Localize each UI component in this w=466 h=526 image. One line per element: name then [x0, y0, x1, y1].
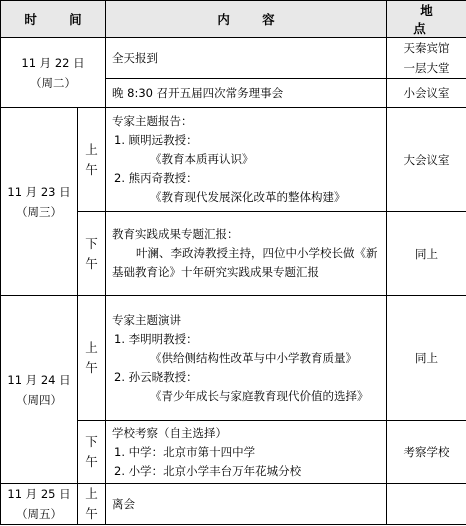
location-cell: 同上 [387, 212, 466, 296]
content-cell: 晚 8:30 召开五届四次常务理事会 [106, 79, 387, 108]
session-am: 上午 [78, 108, 106, 212]
table-row [1, 296, 466, 421]
table-row [1, 38, 466, 79]
location-cell: 天秦宾馆一层大堂 [387, 38, 466, 79]
content-cell: 学校考察（自主选择） 1. 中学：北京市第十四中学 2. 小学：北京小学丰台万年花城分校 [106, 421, 387, 484]
location-cell: 小会议室 [387, 79, 466, 108]
location-cell: 同上 [387, 296, 466, 421]
location-cell: 考察学校 [387, 421, 466, 484]
session-am: 上午 [78, 484, 106, 525]
location-cell: 大会议室 [387, 108, 466, 212]
content-cell: 专家主题演讲 1. 李明明教授： 《供给侧结构性改革与中小学教育质量》 2. 孙云晓教授： 《青少年成长与家庭教育现代价值的选择》 [106, 296, 387, 421]
session-pm: 下午 [78, 421, 106, 484]
session-pm: 下午 [78, 212, 106, 296]
content-cell: 全天报到 [106, 38, 387, 79]
date-cell-23: 11 月 23 日 （周三） [1, 108, 78, 296]
table-row [1, 108, 466, 212]
content-cell: 专家主题报告： 1. 顾明远教授： 《教育本质再认识》 2. 熊丙奇教授： 《教育现代发展深化改革的整体构建》 [106, 108, 387, 212]
table-row [1, 484, 466, 525]
header-location: 地 点 [387, 1, 466, 38]
header-time: 时 间 [1, 1, 106, 38]
location-cell [387, 484, 466, 525]
content-cell: 离会 [106, 484, 387, 525]
header-row [1, 1, 466, 38]
date-cell-24: 11 月 24 日 （周四） [1, 296, 78, 484]
date-cell-25: 11 月 25 日 （周五） [1, 484, 78, 525]
date-cell-22: 11 月 22 日 （周二） [1, 38, 106, 108]
header-content: 内 容 [106, 1, 387, 38]
content-cell: 教育实践成果专题汇报： 叶澜、李政涛教授主持，四位中小学校长做《新基础教育论》十年研究实践成果专题汇报 [106, 212, 387, 296]
session-am: 上午 [78, 296, 106, 421]
